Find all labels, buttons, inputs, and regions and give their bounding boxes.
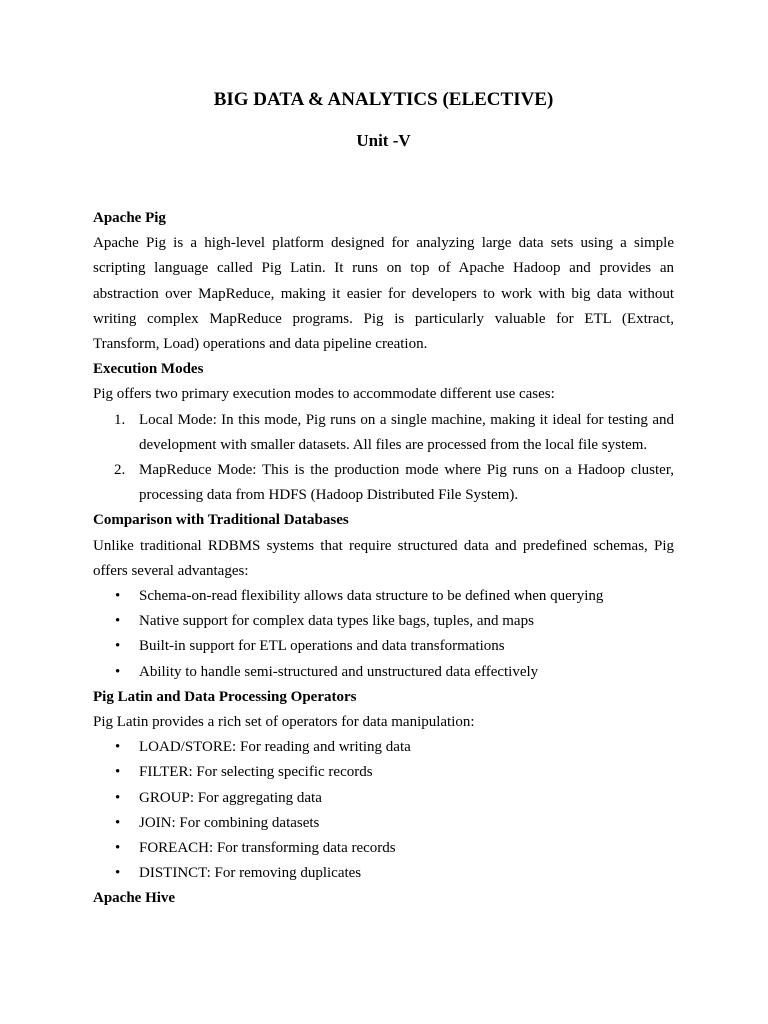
- section-heading-comparison: Comparison with Traditional Databases: [93, 512, 349, 529]
- operators-list: [93, 735, 674, 886]
- bullet-icon: •: [115, 588, 121, 605]
- list-item-text: FILTER: For selecting specific records: [139, 764, 373, 781]
- list-number: 1.: [114, 411, 126, 428]
- list-item-text: Ability to handle semi-structured and unstructured data effectively: [139, 663, 539, 680]
- page-title: BIG DATA & ANALYTICS (ELECTIVE): [213, 89, 554, 110]
- list-item: [93, 634, 674, 659]
- list-number: 2.: [114, 462, 126, 479]
- bullet-icon: •: [115, 789, 121, 806]
- bullet-icon: •: [115, 840, 121, 857]
- comparison-list: [93, 584, 674, 685]
- document-body: [93, 206, 674, 912]
- list-item-text: Built-in support for ETL operations and data transformations: [139, 638, 505, 655]
- list-item: [93, 861, 674, 886]
- list-item: [93, 786, 674, 811]
- list-item-text: Native support for complex data types like bags, tuples, and maps: [139, 613, 534, 630]
- list-item: [93, 584, 674, 609]
- section-heading-operators: Pig Latin and Data Processing Operators: [93, 688, 357, 705]
- paragraph-apache-pig-intro: Apache Pig is a high-level platform designed for analyzing large data sets using a simple scripting language called Pig Latin. It runs on top of Apache Hadoop and provides an abstraction over MapReduce, making it easier for developers to work with big data without writing complex MapReduce programs. Pig is particularly valuable for ETL (Extract, Transform, Load) operations and data pipeline creation.: [93, 235, 674, 353]
- list-item-text: Schema-on-read flexibility allows data structure to be defined when querying: [139, 588, 604, 605]
- unit-title: Unit -V: [356, 131, 411, 150]
- list-item-text: MapReduce Mode: This is the production mode where Pig runs on a Hadoop cluster, processing data from HDFS (Hadoop Distributed File System).: [139, 462, 674, 504]
- list-item-text: JOIN: For combining datasets: [139, 814, 320, 831]
- bullet-icon: •: [115, 613, 121, 630]
- list-item-text: LOAD/STORE: For reading and writing data: [139, 739, 411, 756]
- bullet-icon: •: [115, 814, 121, 831]
- list-item: [93, 811, 674, 836]
- list-item: [93, 408, 674, 458]
- paragraph-comparison-intro: Unlike traditional RDBMS systems that require structured data and predefined schemas, Pig offers several advantages:: [93, 537, 674, 579]
- bullet-icon: •: [115, 865, 121, 882]
- list-item: [93, 836, 674, 861]
- bullet-icon: •: [115, 638, 121, 655]
- section-heading-execution-modes: Execution Modes: [93, 361, 204, 378]
- paragraph-execution-modes-intro: Pig offers two primary execution modes to accommodate different use cases:: [93, 386, 555, 403]
- list-item: [93, 760, 674, 785]
- list-item: [93, 735, 674, 760]
- list-item: [93, 609, 674, 634]
- list-item-text: Local Mode: In this mode, Pig runs on a single machine, making it ideal for testing and development with smaller datasets. All files are processed from the local file system.: [139, 411, 674, 453]
- paragraph-operators-intro: Pig Latin provides a rich set of operators for data manipulation:: [93, 714, 475, 731]
- list-item: [93, 660, 674, 685]
- section-heading-apache-hive: Apache Hive: [93, 890, 176, 907]
- section-heading-apache-pig: Apache Pig: [93, 210, 166, 226]
- list-item-text: GROUP: For aggregating data: [139, 789, 322, 806]
- bullet-icon: •: [115, 663, 121, 680]
- list-item-text: FOREACH: For transforming data records: [139, 840, 396, 857]
- execution-modes-list: [93, 408, 674, 509]
- list-item-text: DISTINCT: For removing duplicates: [139, 865, 362, 882]
- bullet-icon: •: [115, 764, 121, 781]
- bullet-icon: •: [115, 739, 121, 756]
- list-item: [93, 458, 674, 508]
